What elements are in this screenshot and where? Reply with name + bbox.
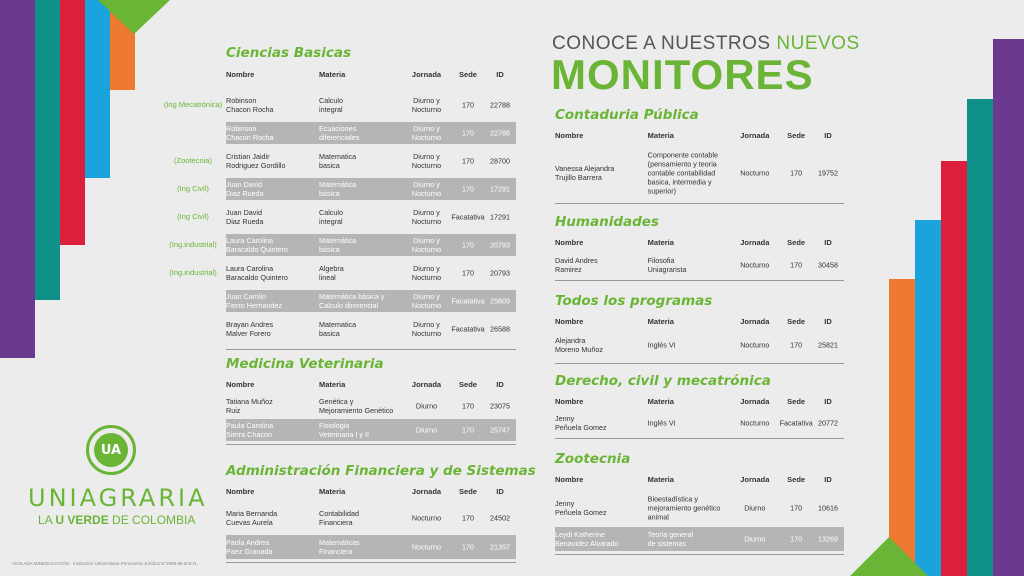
cell-nombre: Leydi Katherine Benavidez Alvarado — [555, 530, 619, 548]
header-jornada: Jornada — [411, 380, 442, 389]
cell-sede: 170 — [790, 260, 803, 269]
table-rule — [226, 349, 516, 350]
header-nombre: Nombre — [555, 131, 584, 140]
table-header — [555, 238, 844, 252]
table-header — [555, 131, 844, 145]
cell-sede: 170 — [790, 168, 803, 177]
cell-jornada: Nocturno — [411, 542, 442, 552]
cell-materia: Calculo integral — [319, 208, 343, 226]
cell-sede: 170 — [790, 534, 803, 544]
cell-sede: 170 — [462, 128, 474, 138]
cell-jornada: Nocturno — [411, 513, 442, 522]
cell-jornada: Diurno y Nocturno — [411, 180, 442, 198]
header-id: ID — [496, 70, 504, 79]
table-row — [226, 312, 516, 346]
career-label: (Ing Civil) — [177, 212, 209, 221]
cell-jornada: Diurno y Nocturno — [411, 264, 442, 282]
header-id: ID — [824, 131, 832, 140]
header-jornada: Jornada — [740, 397, 770, 406]
header-materia: Materia — [647, 238, 674, 247]
cell-sede: 170 — [790, 340, 803, 350]
cell-sede: 170 — [462, 156, 474, 166]
cell-id: 22788 — [490, 100, 510, 110]
cell-nombre: Laura Carolina Baracaldo Quintero — [226, 264, 288, 282]
cell-id: 19752 — [818, 168, 839, 177]
cell-materia: Inglés VI — [647, 340, 676, 350]
cell-id: 10616 — [818, 503, 839, 512]
header-jornada: Jornada — [411, 487, 442, 496]
cell-jornada: Diurno — [415, 401, 438, 411]
cell-materia: Matemática básica y Calculo direrencial — [319, 292, 385, 310]
cell-nombre: Jenny Peñuela Gomez — [555, 498, 607, 517]
stripe-blue-right — [915, 220, 941, 576]
cell-jornada: Diurno y Nocturno — [411, 152, 442, 170]
header-sede: Sede — [787, 475, 806, 484]
table-row — [226, 234, 516, 256]
cell-materia: Matematica basica — [319, 320, 357, 338]
cell-jornada: Diurno y Nocturno — [411, 96, 442, 114]
cell-materia: Ecuaciones diferenciales — [319, 124, 360, 142]
cell-jornada: Diurno — [744, 503, 766, 512]
table-header — [226, 70, 516, 88]
header-id: ID — [824, 238, 832, 247]
cell-id: 20793 — [490, 240, 510, 250]
cell-nombre: Cristian Jaidir Rodriguez Gordillo — [226, 152, 286, 170]
header-id: ID — [824, 397, 832, 406]
cell-materia: Bioestadística y mejoramiento genético animal — [647, 494, 721, 521]
table-row — [226, 144, 516, 178]
table-rule — [555, 203, 844, 204]
career-label: (Ing.industrial) — [169, 240, 217, 249]
table-todos — [555, 317, 844, 360]
cell-nombre: Paula Carolina Sierra Chacon — [226, 421, 274, 439]
table-row — [226, 256, 516, 290]
header-sede: Sede — [787, 397, 806, 406]
cell-nombre: Vanessa Alejandra Trujillo Barrera — [555, 163, 615, 182]
header-nombre: Nombre — [555, 397, 584, 406]
section-title-todos: Todos los programas — [555, 293, 713, 309]
header-nombre: Nombre — [226, 380, 255, 389]
table-administracion — [226, 487, 516, 559]
cell-nombre: Juan Camilo Fierro Hernandez — [226, 292, 282, 310]
cell-materia: Componente contable (pensamiento y teoria contable contabilidad basica, intermedia y superior) — [647, 150, 718, 195]
logo-icon: UA — [86, 425, 136, 475]
cell-materia: Contabilidad Financiera — [319, 508, 359, 527]
cell-materia: Matemática básica — [319, 180, 357, 198]
table-row — [226, 419, 516, 441]
table-row — [555, 527, 844, 551]
header-materia: Materia — [647, 397, 674, 406]
triangle-top — [98, 0, 170, 34]
cell-materia: Filosofia Uniagrarista — [647, 255, 687, 274]
header-id: ID — [824, 475, 832, 484]
cell-sede: Facatativa — [451, 324, 485, 334]
cell-nombre: Maria Bernanda Cuevas Aurela — [226, 508, 278, 527]
cell-jornada: Nocturno — [740, 168, 770, 177]
cell-sede: 170 — [462, 268, 474, 278]
header-materia: Materia — [319, 70, 346, 79]
career-label: (Ing Civil) — [177, 184, 209, 193]
table-row — [555, 488, 844, 527]
cell-id: 13269 — [818, 534, 839, 544]
table-header — [555, 397, 844, 410]
table-row — [226, 393, 516, 419]
section-title-veterinaria: Medicina Veterinaria — [226, 356, 384, 372]
cell-materia: Calculo integral — [319, 96, 343, 114]
table-rule — [555, 280, 844, 281]
table-rule — [226, 562, 516, 563]
table-humanidades — [555, 238, 844, 277]
table-row — [226, 88, 516, 122]
brand-name: UNIAGRARIA — [28, 484, 208, 512]
cell-id: 24502 — [490, 513, 510, 522]
table-row — [226, 178, 516, 200]
stripe-teal-right — [967, 99, 993, 576]
header-nombre: Nombre — [226, 487, 255, 496]
cell-sede: 170 — [462, 513, 474, 522]
header-sede: Sede — [459, 380, 477, 389]
cell-jornada: Nocturno — [740, 260, 770, 269]
table-row — [226, 122, 516, 144]
cell-sede: 170 — [462, 401, 474, 411]
header-sede: Sede — [787, 238, 806, 247]
cell-id: 21357 — [490, 542, 510, 552]
table-row — [555, 145, 844, 200]
cell-nombre: Paola Andrea Paez Granada — [226, 538, 273, 556]
cell-sede: 170 — [462, 100, 474, 110]
cell-materia: Matemáticas Financiera — [319, 538, 360, 556]
table-rule — [555, 554, 844, 555]
cell-sede: Facatativa — [451, 296, 485, 306]
header-materia: Materia — [647, 317, 674, 326]
header-nombre: Nombre — [226, 70, 255, 79]
cell-materia: Fisiologia Veterinaria I y II — [319, 421, 369, 439]
table-ciencias — [226, 70, 516, 346]
stripe-red-right — [941, 161, 967, 576]
cell-id: 30458 — [818, 260, 839, 269]
cell-nombre: David Andres Ramirez — [555, 255, 598, 274]
section-title-zootecnia: Zootecnia — [555, 451, 631, 467]
cell-nombre: Tatiana Muñoz Ruiz — [226, 397, 273, 415]
table-row — [226, 200, 516, 234]
hero-line-2: MONITORES — [551, 51, 814, 98]
cell-materia: Matematica basica — [319, 152, 357, 170]
header-nombre: Nombre — [555, 317, 584, 326]
table-row — [226, 500, 516, 535]
cell-id: 26588 — [490, 324, 510, 334]
triangle-bottom — [850, 537, 928, 576]
cell-id: 17291 — [490, 184, 510, 194]
header-nombre: Nombre — [555, 475, 584, 484]
section-title-administracion: Administración Financiera y de Sistemas — [226, 463, 536, 479]
header-materia: Materia — [319, 380, 346, 389]
cell-id: 23075 — [490, 401, 510, 411]
career-label: (Zootecnia) — [174, 156, 212, 165]
section-title-humanidades: Humanidades — [555, 214, 659, 230]
cell-id: 28700 — [490, 156, 510, 166]
section-title-derecho: Derecho, civil y mecatrónica — [555, 373, 771, 389]
cell-id: 25747 — [490, 425, 510, 435]
table-row — [226, 535, 516, 559]
header-sede: Sede — [787, 317, 806, 326]
table-header — [226, 487, 516, 500]
cell-sede: 170 — [462, 184, 474, 194]
cell-jornada: Diurno — [415, 425, 438, 435]
header-materia: Materia — [319, 487, 346, 496]
header-materia: Materia — [647, 475, 674, 484]
stripe-red-left — [60, 0, 85, 245]
header-sede: Sede — [459, 487, 477, 496]
cell-nombre: Robinson Chacon Rocha — [226, 96, 274, 114]
cell-materia: Genética y Mejoramiento Genético — [319, 397, 394, 415]
cell-jornada: Diurno — [744, 534, 766, 544]
cell-nombre: Alejandra Moreno Muñoz — [555, 336, 603, 354]
cell-nombre: Brayan Andres Malver Forero — [226, 320, 274, 338]
stripe-orange-right — [889, 279, 915, 576]
table-row — [555, 330, 844, 360]
cell-jornada: Nocturno — [740, 418, 770, 427]
table-header — [555, 475, 844, 488]
brand-tagline: LA U VERDE DE COLOMBIA — [38, 513, 196, 527]
table-header — [555, 317, 844, 330]
cell-id: 20772 — [818, 418, 839, 427]
cell-materia: Teoria general de sistemas — [647, 530, 694, 548]
table-row — [555, 252, 844, 277]
cell-nombre: Robinson Chacon Rocha — [226, 124, 274, 142]
career-label: (Ing.industrial) — [169, 268, 217, 277]
table-derecho — [555, 397, 844, 435]
stripe-teal-left — [35, 0, 60, 300]
header-id: ID — [496, 487, 504, 496]
stripe-purple-left — [0, 0, 35, 358]
cell-nombre: Jenny Peñuela Gomez — [555, 413, 607, 432]
table-contaduria — [555, 131, 844, 200]
cell-id: 25821 — [818, 340, 839, 350]
header-jornada: Jornada — [740, 317, 770, 326]
header-jornada: Jornada — [740, 238, 770, 247]
cell-materia: Matemática básica — [319, 236, 357, 254]
cell-sede: Facatativa — [451, 212, 485, 222]
header-nombre: Nombre — [555, 238, 584, 247]
cell-jornada: Diurno y Nocturno — [411, 208, 442, 226]
table-header — [226, 380, 516, 393]
cell-nombre: Laura Carolina Baracaldo Quintero — [226, 236, 288, 254]
header-jornada: Jornada — [740, 475, 770, 484]
cell-sede: 170 — [462, 240, 474, 250]
cell-id: 25809 — [490, 296, 510, 306]
section-title-ciencias: Ciencias Basicas — [226, 45, 351, 61]
hero-line-1: CONOCE A NUESTROS NUEVOS — [552, 33, 860, 54]
cell-sede: Facatativa — [779, 418, 813, 427]
cell-jornada: Diurno y Nocturno — [411, 236, 442, 254]
header-sede: Sede — [459, 70, 477, 79]
cell-materia: Algebra lineal — [319, 264, 344, 282]
cell-id: 22788 — [490, 128, 510, 138]
cell-jornada: Diurno y Nocturno — [411, 292, 442, 310]
table-rule — [226, 444, 516, 445]
table-rule — [555, 363, 844, 364]
header-jornada: Jornada — [411, 70, 442, 79]
table-row — [555, 410, 844, 435]
cell-id: 20793 — [490, 268, 510, 278]
table-zootecnia — [555, 475, 844, 551]
stripe-purple-right — [993, 39, 1024, 576]
header-id: ID — [496, 380, 504, 389]
cell-jornada: Diurno y Nocturno — [411, 124, 442, 142]
cell-sede: 170 — [790, 503, 803, 512]
cell-jornada: Nocturno — [740, 340, 770, 350]
career-label: (Ing Mecatrónica) — [163, 100, 223, 109]
table-row — [226, 290, 516, 312]
cell-materia: Inglés VI — [647, 418, 676, 427]
header-materia: Materia — [647, 131, 674, 140]
section-title-contaduria: Contaduria Pública — [555, 107, 699, 123]
header-sede: Sede — [787, 131, 806, 140]
table-rule — [555, 438, 844, 439]
footer-legal: VIGILADA MINEDUCACIÓN · Institución Universitaria Personería Jurídica N°2599-86 M.E.N. — [12, 561, 198, 566]
table-veterinaria — [226, 380, 516, 441]
header-id: ID — [824, 317, 832, 326]
cell-id: 17291 — [490, 212, 510, 222]
cell-jornada: Diurno y Nocturno — [411, 320, 442, 338]
cell-sede: 170 — [462, 542, 474, 552]
cell-sede: 170 — [462, 425, 474, 435]
header-jornada: Jornada — [740, 131, 770, 140]
cell-nombre: Juan David Diaz Rueda — [226, 180, 264, 198]
cell-nombre: Juan David Diaz Rueda — [226, 208, 264, 226]
